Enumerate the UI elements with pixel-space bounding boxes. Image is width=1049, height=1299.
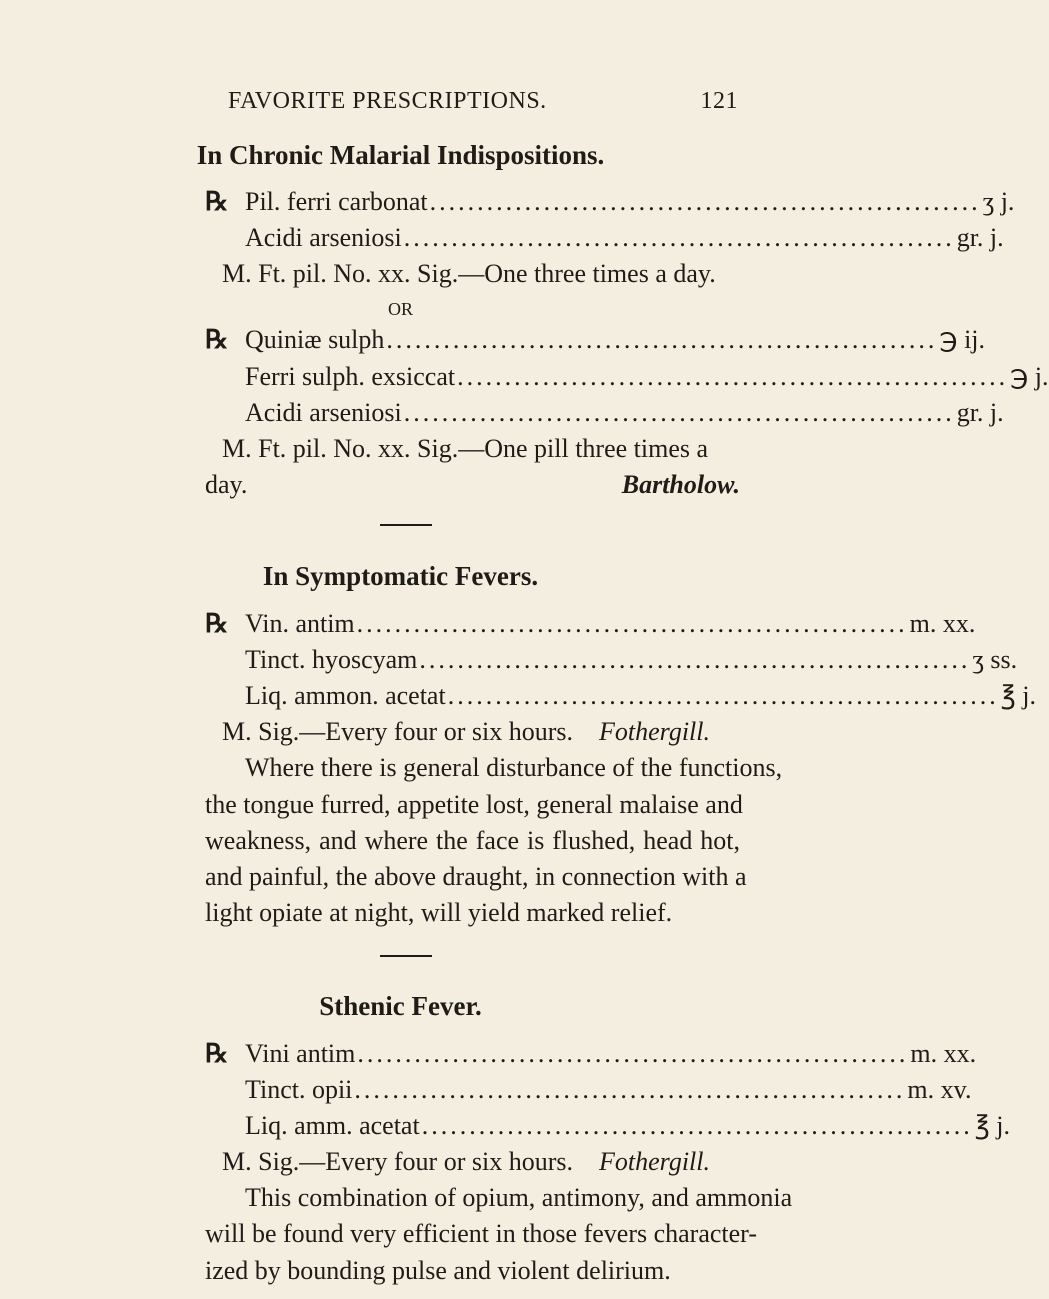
section-title-symptomatic-fevers: In Symptomatic Fevers.: [262, 561, 539, 592]
directions-row: [222, 717, 740, 747]
rx-symbol: ℞: [205, 325, 229, 355]
ingredient-line: [245, 186, 1015, 217]
ingredient-dose: ℈ ij.: [939, 325, 986, 355]
note-line: This combination of opium, antimony, and ammonia: [245, 1183, 793, 1213]
note-line: Where there is general disturbance of the functions,: [245, 753, 783, 783]
author-attribution: Fothergill.: [599, 1147, 710, 1177]
leader-dots: ..........................................................: [447, 681, 999, 711]
note-line: and painful, the above draught, in connection with a: [205, 861, 747, 891]
section-title-sthenic-fever: Sthenic Fever.: [319, 991, 482, 1022]
ingredient-name: Acidi arseniosi: [245, 222, 402, 252]
note-line: will be found very efficient in those fevers character-: [205, 1219, 757, 1249]
ingredient-dose: gr. j.: [956, 222, 1004, 252]
ingredient-line: [245, 325, 986, 355]
leader-dots: ..........................................................: [356, 608, 908, 638]
author-attribution: Fothergill.: [599, 717, 710, 747]
section-divider: [380, 524, 432, 526]
ingredient-dose: ʒ j.: [982, 186, 1015, 216]
ingredient-dose: ʒ ss.: [972, 644, 1018, 674]
rx-symbol: ℞: [205, 608, 229, 638]
note-line: light opiate at night, will yield marked relief.: [205, 897, 673, 927]
ingredient-name: Ferri sulph. exsiccat: [245, 361, 456, 391]
note-line: ized by bounding pulse and violent delirium.: [205, 1255, 671, 1285]
or-separator: OR: [387, 298, 413, 319]
leader-dots: ..........................................................: [403, 222, 955, 252]
ingredient-line: [245, 1074, 972, 1105]
ingredient-dose: m. xx.: [910, 1038, 977, 1068]
ingredient-dose: m. xx.: [909, 608, 976, 638]
page-number: 121: [700, 87, 738, 114]
ingredient-dose: ℥ j.: [974, 1110, 1010, 1140]
ingredient-dose: ℈ j.: [1010, 361, 1049, 391]
note-line: weakness, and where the face is flushed, head hot,: [205, 825, 740, 855]
directions-text: day.: [205, 469, 248, 499]
section-divider: [380, 955, 432, 957]
directions-text: M. Sig.—Every four or six hours.: [222, 717, 573, 747]
ingredient-line: [245, 1038, 977, 1069]
ingredient-dose: gr. j.: [956, 397, 1004, 427]
leader-dots: ..........................................................: [429, 186, 981, 216]
running-head-title: FAVORITE PRESCRIPTIONS.: [228, 87, 547, 114]
rx-symbol: ℞: [205, 1038, 229, 1068]
ingredient-name: Liq. amm. acetat: [245, 1110, 420, 1140]
leader-dots: ..........................................................: [386, 325, 938, 355]
ingredient-name: Liq. ammon. acetat: [245, 681, 446, 711]
ingredient-name: Quiniæ sulph: [245, 325, 385, 355]
directions-row: [222, 1147, 740, 1177]
ingredient-line: [245, 644, 1018, 675]
note-line: the tongue furred, appetite lost, general malaise and: [205, 789, 743, 819]
leader-dots: ..........................................................: [419, 644, 971, 674]
ingredient-name: Pil. ferri carbonat: [245, 186, 428, 216]
leader-dots: ..........................................................: [457, 361, 1009, 391]
ingredient-line: [245, 1110, 1010, 1141]
ingredient-dose: ℥ j.: [1000, 681, 1036, 711]
ingredient-name: Tinct. hyoscyam: [245, 644, 418, 674]
ingredient-dose: m. xv.: [907, 1074, 972, 1104]
ingredient-line: [245, 361, 1049, 392]
directions-text: M. Sig.—Every four or six hours.: [222, 1147, 573, 1177]
directions-text: M. Ft. pil. No. xx. Sig.—One pill three times a: [222, 433, 709, 463]
leader-dots: ..........................................................: [403, 397, 955, 427]
ingredient-line: [245, 222, 1004, 253]
leader-dots: ..........................................................: [357, 1038, 909, 1068]
leader-dots: ..........................................................: [421, 1110, 973, 1140]
directions-text: M. Ft. pil. No. xx. Sig.—One three times a day.: [222, 258, 716, 288]
ingredient-line: [245, 681, 1036, 711]
ingredient-name: Vini antim: [245, 1038, 356, 1068]
ingredient-name: Tinct. opii: [245, 1074, 353, 1104]
section-title-chronic-malarial: In Chronic Malarial Indispositions.: [196, 139, 605, 170]
ingredient-name: Vin. antim: [245, 608, 355, 638]
ingredient-line: [245, 397, 1004, 428]
ingredient-name: Acidi arseniosi: [245, 397, 402, 427]
ingredient-line: [245, 608, 976, 639]
leader-dots: ..........................................................: [354, 1074, 906, 1104]
directions-continuation: [205, 470, 740, 500]
author-attribution: Bartholow.: [621, 469, 740, 499]
rx-symbol: ℞: [205, 186, 229, 216]
running-head: [228, 88, 738, 115]
